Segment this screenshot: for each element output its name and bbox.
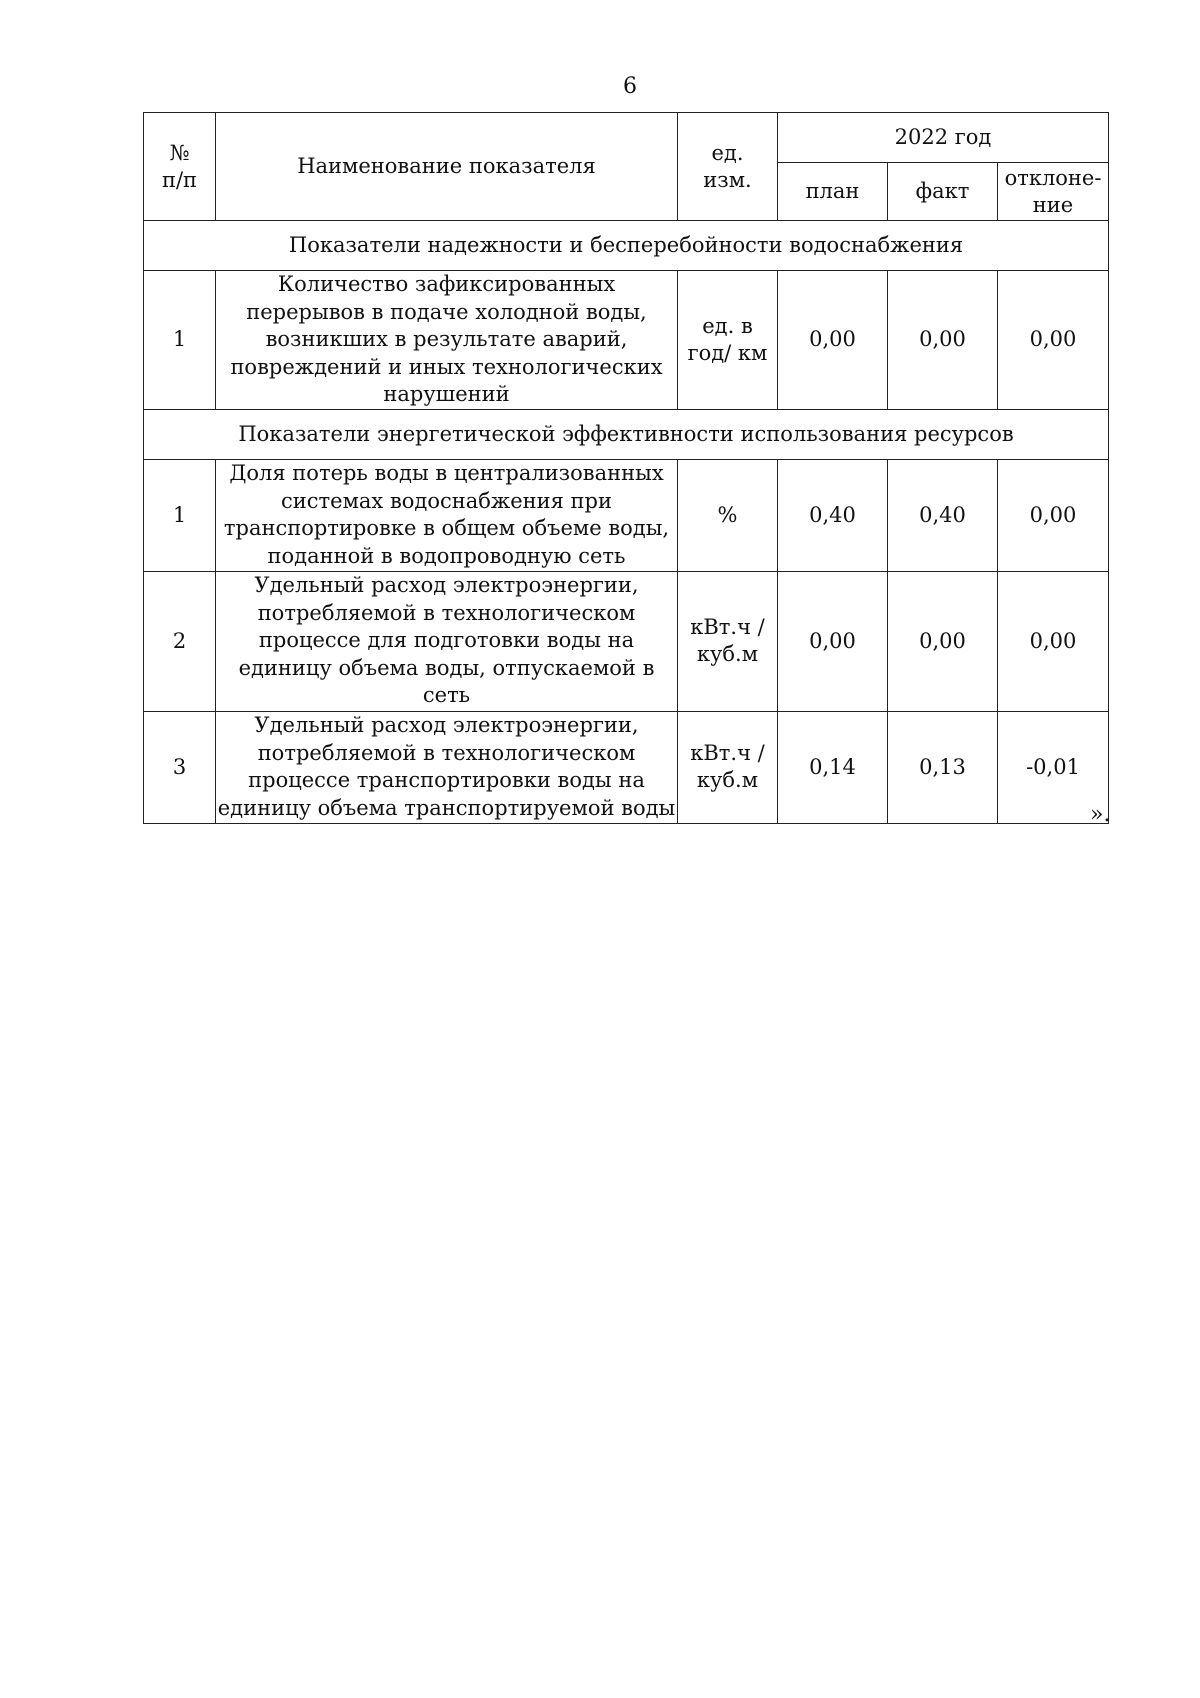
row-deviation: 0,00	[998, 271, 1109, 410]
section-title: Показатели энергетической эффективности использования ресурсов	[144, 409, 1109, 459]
row-unit: %	[678, 459, 778, 571]
row-deviation: -0,01	[998, 711, 1109, 823]
section-title-row	[144, 409, 1109, 459]
section-title-row	[144, 221, 1109, 271]
page-number: 6	[623, 74, 637, 99]
row-unit: ед. в год/ км	[678, 271, 778, 410]
table-header-row	[144, 113, 1109, 163]
row-plan: 0,00	[778, 271, 888, 410]
header-unit-text: ед. изм.	[703, 140, 752, 192]
row-deviation: 0,00	[998, 571, 1109, 711]
closing-quote-mark: ».	[1090, 802, 1111, 827]
row-fact: 0,13	[888, 711, 998, 823]
row-fact: 0,00	[888, 571, 998, 711]
table-row	[144, 571, 1109, 711]
header-deviation-text: отклоне- ние	[1004, 165, 1102, 217]
header-fact	[888, 163, 998, 221]
header-name	[216, 113, 678, 221]
header-plan-text: план	[805, 179, 860, 203]
header-fact-text: факт	[915, 179, 970, 203]
header-unit	[678, 113, 778, 221]
indicators-table	[143, 112, 1109, 824]
row-unit: кВт.ч / куб.м	[678, 711, 778, 823]
header-name-text: Наименование показателя	[297, 154, 596, 178]
row-name: Количество зафиксированных перерывов в подаче холодной воды, возникших в результате аварий, повреждений и иных технологических нарушений	[216, 271, 678, 410]
row-plan: 0,40	[778, 459, 888, 571]
row-num: 1	[144, 271, 216, 410]
header-deviation	[998, 163, 1109, 221]
header-num-text: № п/п	[161, 140, 198, 192]
row-deviation: 0,00	[998, 459, 1109, 571]
row-name: Доля потерь воды в централизованных системах водоснабжения при транспортировке в общем объеме воды, поданной в водопроводную сеть	[216, 459, 678, 571]
section-title: Показатели надежности и бесперебойности водоснабжения	[144, 221, 1109, 271]
row-num: 2	[144, 571, 216, 711]
table-row	[144, 711, 1109, 823]
row-plan: 0,14	[778, 711, 888, 823]
row-num: 3	[144, 711, 216, 823]
row-fact: 0,00	[888, 271, 998, 410]
header-plan	[778, 163, 888, 221]
header-year	[778, 113, 1109, 163]
table-row	[144, 459, 1109, 571]
table-row	[144, 271, 1109, 410]
row-num: 1	[144, 459, 216, 571]
header-year-text: 2022 год	[894, 125, 992, 149]
row-fact: 0,40	[888, 459, 998, 571]
row-unit: кВт.ч / куб.м	[678, 571, 778, 711]
row-name: Удельный расход электроэнергии, потребляемой в технологическом процессе для подготовки воды на единицу объема воды, отпускаемой в сеть	[216, 571, 678, 711]
row-name: Удельный расход электроэнергии, потребляемой в технологическом процессе транспортировки воды на единицу объема транспортируемой воды	[216, 711, 678, 823]
header-num	[144, 113, 216, 221]
row-plan: 0,00	[778, 571, 888, 711]
